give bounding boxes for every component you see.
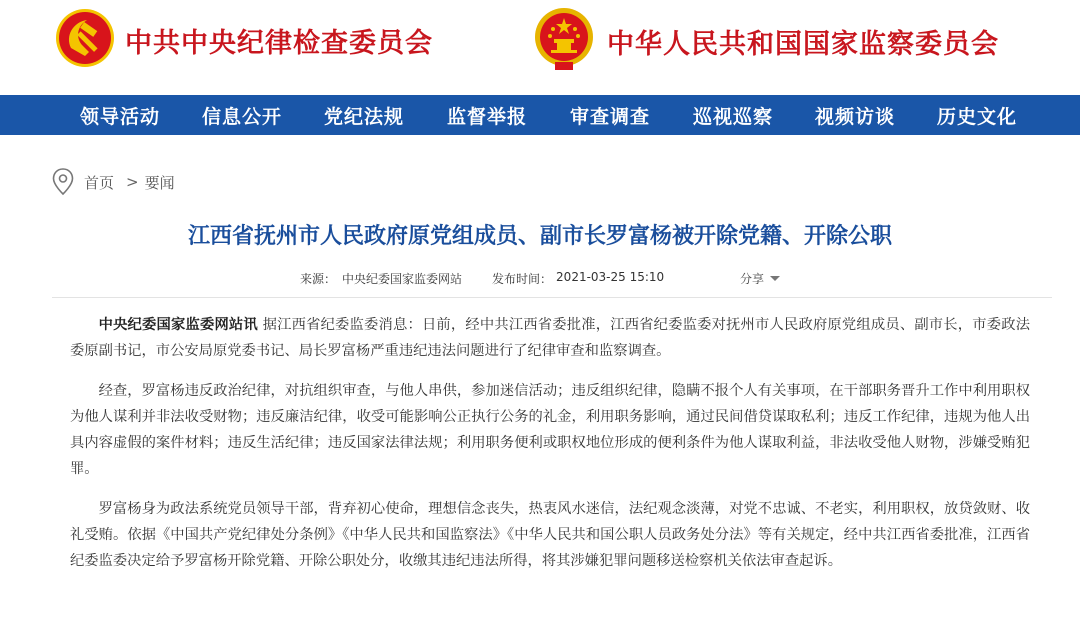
article-title: 江西省抚州市人民政府原党组成员、副市长罗富杨被开除党籍、开除公职 xyxy=(187,224,892,249)
main-nav xyxy=(0,95,1080,135)
location-pin-icon xyxy=(52,168,74,196)
nav-item-leadership[interactable]: 领导活动 xyxy=(80,106,161,128)
nav-item-investigation[interactable]: 审查调查 xyxy=(570,106,651,128)
article-paragraph xyxy=(70,312,1030,364)
nsc-title: 中华人民共和国国家监察委员会 xyxy=(607,28,999,60)
nav-item-video[interactable]: 视频访谈 xyxy=(815,106,896,128)
nav-item-history[interactable]: 历史文化 xyxy=(937,106,1018,128)
share-button[interactable] xyxy=(740,270,780,287)
article-paragraph xyxy=(70,378,1030,482)
nsc-brand[interactable] xyxy=(533,6,999,76)
breadcrumb-separator: > xyxy=(126,173,139,191)
source-label: 来源： xyxy=(300,272,337,286)
paragraph-lead: 中央纪委国家监委网站讯 xyxy=(98,317,258,333)
breadcrumb-current[interactable]: 要闻 xyxy=(144,173,175,192)
ccdi-title: 中共中央纪律检查委员会 xyxy=(125,27,433,59)
site-header xyxy=(0,0,1080,95)
national-emblem-icon xyxy=(533,6,595,76)
breadcrumb xyxy=(52,168,175,196)
nav-item-report[interactable]: 监督举报 xyxy=(447,106,528,128)
meta-divider xyxy=(52,297,1052,298)
paragraph-text: 据江西省纪委监委消息：日前，经中共江西省委批准，江西省纪委监委对抚州市人民政府原党组成员、副市长，市委政法委原副书记，市公安局原党委书记、局长罗富杨严重违纪违法问题进行了纪律审查和监察调查。 xyxy=(70,317,1031,359)
article-body xyxy=(70,312,1030,588)
share-label: 分享 xyxy=(740,272,765,286)
ccdi-brand[interactable] xyxy=(55,8,433,72)
nav-item-inspection[interactable]: 巡视巡察 xyxy=(693,106,774,128)
nav-item-disclosure[interactable]: 信息公开 xyxy=(202,106,283,128)
chevron-down-icon xyxy=(770,276,780,281)
breadcrumb-home-link[interactable]: 首页 xyxy=(84,173,115,192)
publish-time-label: 发布时间： xyxy=(492,272,553,286)
nav-item-regulations[interactable]: 党纪法规 xyxy=(324,106,405,128)
paragraph-text: 罗富杨身为政法系统党员领导干部，背弃初心使命，理想信念丧失，热衷风水迷信，法纪观念淡薄，对党不忠诚、不老实，利用职权，放贷敛财、收礼受贿。依据《中国共产党纪律处分条例》《中华人民共和国监察法》《中华人民共和国公职人员政务处分法》等有关规定，经中共江西省委批准，江西省纪委监委决定给予罗富杨开除党籍、开除公职处分，收缴其违纪违法所得，将其涉嫌犯罪问题移送检察机关依法审查起诉。 xyxy=(70,501,1030,569)
publish-time-value: 2021-03-25 15:10 xyxy=(556,270,665,284)
article-meta xyxy=(300,270,664,287)
source-value: 中央纪委国家监委网站 xyxy=(342,272,463,286)
party-emblem-icon xyxy=(55,8,115,72)
paragraph-text: 经查，罗富杨违反政治纪律，对抗组织审查，与他人串供，参加迷信活动；违反组织纪律，隐瞒不报个人有关事项，在干部职务晋升工作中利用职权为他人谋利并非法收受财物；违反廉洁纪律，收受可能影响公正执行公务的礼金，利用职务影响，通过民间借贷谋取私利；违反工作纪律，违规为他人出具内容虚假的案件材料；违反生活纪律；违反国家法律法规；利用职务便利或职权地位形成的便利条件为他人谋取利益，非法收受他人财物，涉嫌受贿犯罪。 xyxy=(70,383,1030,477)
article-paragraph xyxy=(70,496,1030,574)
